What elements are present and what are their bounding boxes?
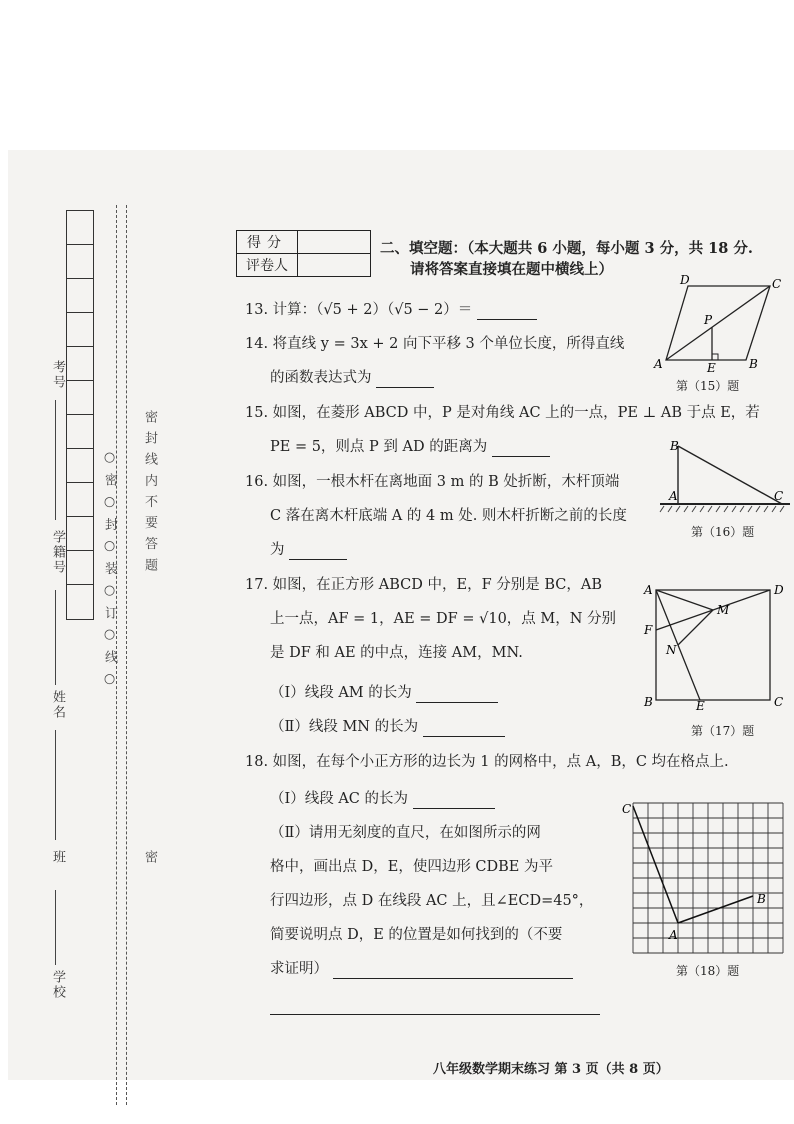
inner-dashed-line xyxy=(126,205,127,1105)
class-label: 班 xyxy=(50,850,65,865)
f18-caption: 第（18）题 xyxy=(676,964,740,978)
question-13 xyxy=(245,300,537,320)
question-18-part2-l2 xyxy=(270,857,553,877)
q18-part2-line4: 简要说明点 D，E 的位置是如何找到的（不要 xyxy=(270,927,563,943)
grader-label: 评卷人 xyxy=(237,254,298,277)
question-18-part2-l5 xyxy=(270,959,573,979)
q17-line3: 是 DF 和 AE 的中点，连接 AM，MN. xyxy=(270,645,523,661)
q18-number: 18. xyxy=(245,754,269,770)
student-no-underline xyxy=(55,400,56,520)
f17-line-mn xyxy=(678,610,713,645)
score-label: 得分 xyxy=(237,231,298,254)
f17-label-m: M xyxy=(717,603,730,617)
q18-part1: （Ⅰ）线段 AC 的长为 xyxy=(270,791,409,807)
q15-line2: PE = 5，则点 P 到 AD 的距离为 xyxy=(270,439,488,455)
grader-value-cell xyxy=(298,254,371,277)
q18-part2-line3: 行四边形，点 D 在线段 AC 上，且∠ECD=45°， xyxy=(270,893,594,909)
q18-part2-blank-1[interactable] xyxy=(333,962,573,979)
figure-15 xyxy=(648,272,788,372)
q14-number: 14. xyxy=(245,336,269,352)
q18-part2-blank-2[interactable] xyxy=(270,998,600,1015)
figure-17 xyxy=(640,582,786,710)
f17-label-f: F xyxy=(644,623,653,637)
q14-answer-blank[interactable] xyxy=(376,371,434,388)
f17-label-b: B xyxy=(644,695,653,709)
question-17-part2 xyxy=(270,717,505,737)
school-label: 学校 xyxy=(50,970,65,1000)
question-15 xyxy=(245,403,760,423)
q16-line3: 为 xyxy=(270,542,285,558)
f16-broken-part xyxy=(678,446,782,504)
exam-no-label: 考号 xyxy=(50,360,65,390)
question-18-part2-l4 xyxy=(270,925,562,945)
q18-part2-line1: （Ⅱ）请用无刻度的直尺，在如图所示的网 xyxy=(270,825,541,841)
f17-line-am xyxy=(656,590,713,610)
question-17-part1 xyxy=(270,683,498,703)
student-no-label: 学籍号 xyxy=(50,530,65,575)
f18-label-c: C xyxy=(622,802,632,816)
f17-label-d: D xyxy=(774,583,784,597)
q18-line1: 如图，在每个小正方形的边长为 1 的网格中，点 A，B，C 均在格点上. xyxy=(272,754,729,770)
f18-label-a: A xyxy=(669,928,678,942)
score-value-cell xyxy=(298,231,371,254)
f17-label-c: C xyxy=(774,695,784,709)
section-title-line1: 二、填空题：（本大题共 6 小题，每小题 3 分，共 18 分. xyxy=(380,240,753,257)
f15-right-angle xyxy=(712,354,718,360)
q17-number: 17. xyxy=(245,577,269,593)
f16-label-b: B xyxy=(670,440,679,453)
question-16-line3 xyxy=(270,540,347,560)
figure-16 xyxy=(656,440,794,520)
f16-caption: 第（16）题 xyxy=(691,525,755,539)
f15-caption: 第（15）题 xyxy=(676,379,740,393)
name-label: 姓名 xyxy=(50,690,65,720)
q17-part2: （Ⅱ）线段 MN 的长为 xyxy=(270,719,419,735)
exam-page xyxy=(8,150,794,1080)
f15-label-p: P xyxy=(704,313,713,327)
q16-number: 16. xyxy=(245,474,269,490)
question-14-line2 xyxy=(270,368,434,388)
binding-strip xyxy=(8,150,158,1080)
seal-inner-text: 密 封 线 内 不 要 答 题 xyxy=(142,410,157,573)
f15-label-a: A xyxy=(654,357,663,371)
f17-caption: 第（17）题 xyxy=(691,724,755,738)
question-17-line3 xyxy=(270,643,523,663)
class-underline xyxy=(55,730,56,840)
question-17 xyxy=(245,575,602,595)
q14-line2: 的函数表达式为 xyxy=(270,370,372,386)
f18-label-b: B xyxy=(757,892,766,906)
f15-label-c: C xyxy=(772,277,782,291)
exam-number-grid xyxy=(66,210,94,620)
question-18-part2-l6 xyxy=(270,995,600,1015)
q15-line1: 如图，在菱形 ABCD 中，P 是对角线 AC 上的一点，PE ⊥ AB 于点 E，若 xyxy=(272,405,760,421)
q17-part1-blank[interactable] xyxy=(416,686,498,703)
f17-label-a: A xyxy=(644,583,653,597)
question-16-line2 xyxy=(270,506,627,526)
f17-label-n: N xyxy=(666,643,677,657)
f16-label-c: C xyxy=(774,489,784,503)
page-footer: 八年级数学期末练习 第 3 页（共 8 页） xyxy=(433,1062,669,1077)
q16-line2: C 落在离木杆底端 A 的 4 m 处. 则木杆折断之前的长度 xyxy=(270,508,627,524)
figure-18 xyxy=(620,795,784,955)
seal-outer-text: ○ 密 ○ 封 ○ 装 ○ 订 ○ 线 ○ xyxy=(102,450,117,689)
f15-label-b: B xyxy=(749,357,758,371)
question-18-part2-l1 xyxy=(270,823,541,843)
f16-label-a: A xyxy=(669,489,678,503)
question-14 xyxy=(245,334,624,354)
name-underline xyxy=(55,590,56,685)
f15-label-e: E xyxy=(707,361,716,372)
question-17-line2 xyxy=(270,609,616,629)
q17-line2: 上一点，AF = 1，AE = DF = √10，点 M，N 分别 xyxy=(270,611,617,627)
q14-line1: 将直线 y = 3x + 2 向下平移 3 个单位长度，所得直线 xyxy=(272,336,625,352)
question-18-part1 xyxy=(270,789,495,809)
q17-part1: （Ⅰ）线段 AM 的长为 xyxy=(270,685,412,701)
q15-number: 15. xyxy=(245,405,269,421)
q18-part2-line5: 求证明） xyxy=(270,961,328,977)
score-box xyxy=(236,230,371,277)
school-underline xyxy=(55,890,56,965)
q16-answer-blank[interactable] xyxy=(289,543,347,560)
q15-answer-blank[interactable] xyxy=(492,440,550,457)
q18-part1-blank[interactable] xyxy=(413,792,495,809)
q13-text: 计算：（√5 + 2）（√5 − 2）＝ xyxy=(272,302,473,318)
f17-label-e: E xyxy=(696,699,705,710)
f15-label-d: D xyxy=(680,273,690,287)
q17-part2-blank[interactable] xyxy=(423,720,505,737)
question-16 xyxy=(245,472,619,492)
q13-answer-blank[interactable] xyxy=(477,303,537,320)
q18-part2-line2: 格中，画出点 D，E，使四边形 CDBE 为平 xyxy=(270,859,553,875)
q16-line1: 如图，一根木杆在离地面 3 m 的 B 处折断，木杆顶端 xyxy=(272,474,620,490)
question-15-line2 xyxy=(270,437,550,457)
f18-grid xyxy=(633,803,783,953)
f18-line-ca xyxy=(633,806,678,923)
section-title-line2: 请将答案直接填在题中横线上） xyxy=(410,261,613,278)
question-18 xyxy=(245,752,729,772)
question-18-part2-l3 xyxy=(270,891,593,911)
q17-line1: 如图，在正方形 ABCD 中，E，F 分别是 BC，AB xyxy=(272,577,603,593)
f15-diagonal-ac xyxy=(666,286,770,360)
f18-line-ab xyxy=(678,896,753,923)
seal-mark: 密 xyxy=(142,850,157,865)
q13-number: 13. xyxy=(245,302,269,318)
